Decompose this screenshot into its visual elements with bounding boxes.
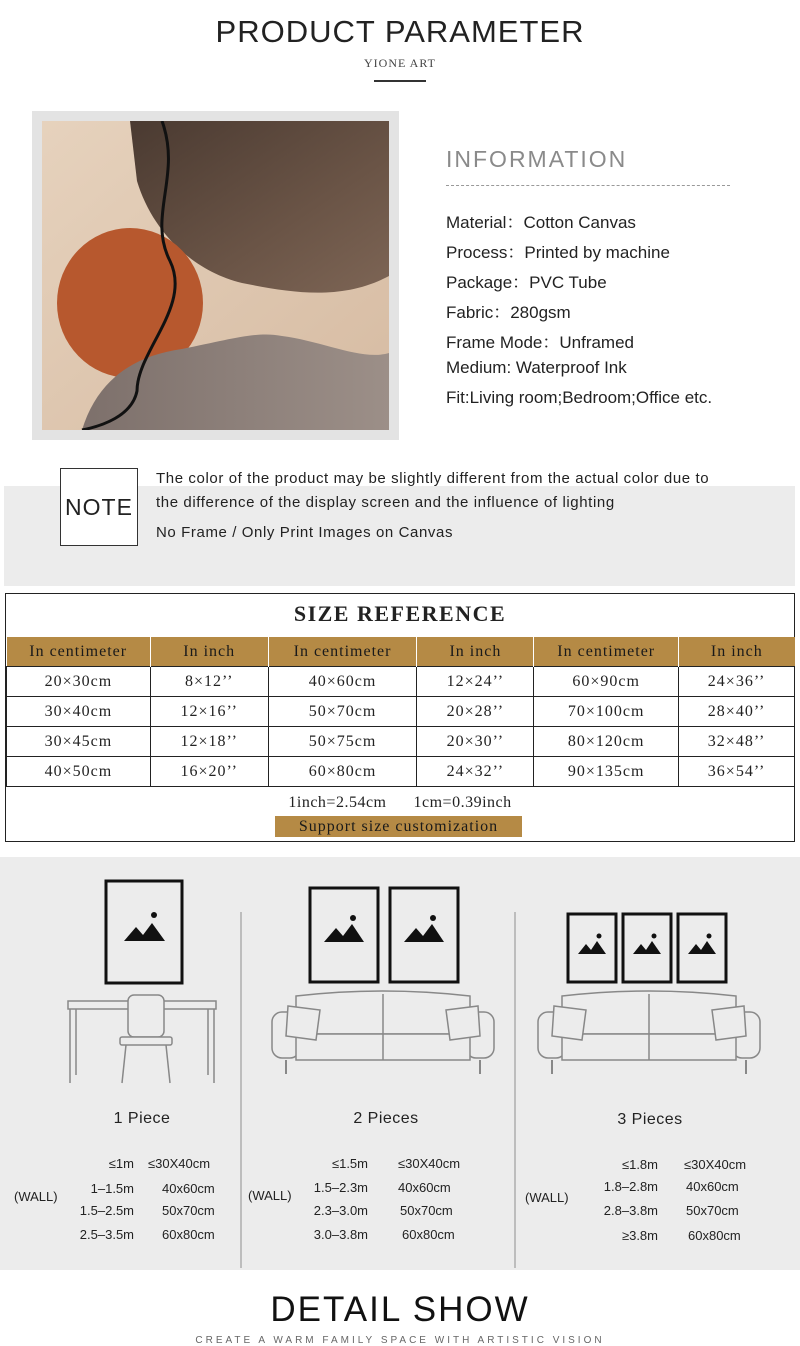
sun-icon bbox=[350, 915, 356, 921]
column-divider bbox=[240, 912, 242, 1268]
table-row bbox=[7, 757, 795, 787]
sun-icon bbox=[652, 934, 657, 939]
piece-label-1: 1 Piece bbox=[113, 1110, 171, 1127]
table-cell: 40×60cm bbox=[268, 667, 417, 697]
mountain-icon bbox=[324, 924, 364, 942]
table-row bbox=[7, 667, 795, 697]
table-cell: 32×48’’ bbox=[679, 727, 795, 757]
table-cell: 30×40cm bbox=[7, 697, 151, 727]
table-row bbox=[7, 697, 795, 727]
table-cell: 24×36’’ bbox=[679, 667, 795, 697]
wall-width: 1–1.5m bbox=[90, 1181, 134, 1196]
detail-show-subtitle: CREATE A WARM FAMILY SPACE WITH ARTISTIC VISION bbox=[195, 1335, 605, 1346]
wall-width: 1.5–2.5m bbox=[79, 1203, 134, 1218]
column-header: In inch bbox=[150, 637, 268, 667]
wall-width: ≤1m bbox=[108, 1156, 134, 1171]
info-process: Process：Printed by machine bbox=[446, 243, 670, 262]
column-header: In inch bbox=[417, 637, 534, 667]
note-line-2: the difference of the display screen and the influence of lighting bbox=[156, 494, 615, 511]
detail-show-heading: DETAIL SHOW bbox=[270, 1290, 530, 1329]
wall-width: 1.8–2.8m bbox=[603, 1179, 658, 1194]
size-table bbox=[6, 637, 795, 787]
table-cell: 8×12’’ bbox=[150, 667, 268, 697]
table-cell: 20×28’’ bbox=[417, 697, 534, 727]
sun-icon bbox=[430, 915, 436, 921]
wall-width: ≤1.5m bbox=[331, 1156, 368, 1171]
page-title: PRODUCT PARAMETER bbox=[215, 14, 585, 49]
mountain-icon bbox=[124, 923, 165, 941]
wall-width: ≥3.8m bbox=[621, 1228, 658, 1243]
wall-width: 3.0–3.8m bbox=[313, 1227, 368, 1242]
mountain-icon bbox=[404, 924, 444, 942]
table-cell: 90×135cm bbox=[534, 757, 679, 787]
print-size: ≤30X40cm bbox=[148, 1156, 211, 1171]
print-size: 40x60cm bbox=[686, 1179, 739, 1194]
wall-width: 2.8–3.8m bbox=[603, 1203, 658, 1218]
table-cell: 16×20’’ bbox=[150, 757, 268, 787]
print-size: 50x70cm bbox=[162, 1203, 215, 1218]
table-cell: 28×40’’ bbox=[679, 697, 795, 727]
table-cell: 50×70cm bbox=[268, 697, 417, 727]
column-divider bbox=[514, 912, 516, 1268]
wall-width: 2.3–3.0m bbox=[313, 1203, 368, 1218]
table-cell: 36×54’’ bbox=[679, 757, 795, 787]
mountain-icon bbox=[688, 941, 716, 954]
table-cell: 12×18’’ bbox=[150, 727, 268, 757]
mountain-icon bbox=[633, 941, 661, 954]
print-size: 60x80cm bbox=[162, 1227, 215, 1242]
table-cell: 70×100cm bbox=[534, 697, 679, 727]
column-header: In inch bbox=[679, 637, 795, 667]
sun-icon bbox=[707, 934, 712, 939]
info-fabric: Fabric：280gsm bbox=[446, 303, 571, 322]
size-reference-title: SIZE REFERENCE bbox=[293, 601, 507, 626]
note-line-3: No Frame / Only Print Images on Canvas bbox=[156, 524, 454, 541]
sofa-three-illustration bbox=[532, 908, 766, 1083]
table-cell: 80×120cm bbox=[534, 727, 679, 757]
table-cell: 12×24’’ bbox=[417, 667, 534, 697]
print-size: 50x70cm bbox=[400, 1203, 453, 1218]
column-header: In centimeter bbox=[268, 637, 417, 667]
sun-icon bbox=[597, 934, 602, 939]
title-divider bbox=[374, 80, 426, 82]
column-header: In centimeter bbox=[7, 637, 151, 667]
column-header: In centimeter bbox=[534, 637, 679, 667]
info-fit: Fit:Living room;Bedroom;Office etc. bbox=[446, 388, 713, 407]
customization-badge: Support size customization bbox=[275, 816, 522, 837]
information-heading: INFORMATION bbox=[446, 146, 628, 172]
table-cell: 20×30’’ bbox=[417, 727, 534, 757]
mountain-icon bbox=[578, 941, 606, 954]
brand-subtitle: YIONE ART bbox=[364, 56, 436, 70]
sun-icon bbox=[151, 912, 157, 918]
artwork-image bbox=[42, 121, 389, 430]
table-cell: 50×75cm bbox=[268, 727, 417, 757]
size-table-header bbox=[7, 637, 795, 667]
table-cell: 60×90cm bbox=[534, 667, 679, 697]
note-label: NOTE bbox=[60, 468, 138, 546]
table-cell: 24×32’’ bbox=[417, 757, 534, 787]
wall-label: (WALL) bbox=[248, 1188, 292, 1203]
note-line-1: The color of the product may be slightly different from the actual color due to bbox=[156, 470, 710, 487]
table-row bbox=[7, 727, 795, 757]
print-size: 50x70cm bbox=[686, 1203, 739, 1218]
print-size: ≤30X40cm bbox=[684, 1157, 747, 1172]
wall-label: (WALL) bbox=[14, 1189, 58, 1204]
piece-label-3: 3 Pieces bbox=[617, 1111, 683, 1128]
wall-width: 1.5–2.3m bbox=[313, 1180, 368, 1195]
wall-label: (WALL) bbox=[525, 1190, 569, 1205]
print-size: ≤30X40cm bbox=[398, 1156, 461, 1171]
print-size: 60x80cm bbox=[402, 1227, 455, 1242]
sofa-two-illustration bbox=[266, 882, 500, 1082]
info-material: Material：Cotton Canvas bbox=[446, 213, 636, 232]
print-size: 60x80cm bbox=[688, 1228, 741, 1243]
table-cell: 30×45cm bbox=[7, 727, 151, 757]
wall-width: 2.5–3.5m bbox=[79, 1227, 134, 1242]
table-cell: 60×80cm bbox=[268, 757, 417, 787]
info-package: Package：PVC Tube bbox=[446, 273, 607, 292]
piece-label-2: 2 Pieces bbox=[353, 1110, 419, 1127]
print-size: 40x60cm bbox=[162, 1181, 215, 1196]
print-size: 40x60cm bbox=[398, 1180, 451, 1195]
table-cell: 12×16’’ bbox=[150, 697, 268, 727]
unit-conversion: 1inch=2.54cm 1cm=0.39inch bbox=[288, 794, 512, 811]
table-cell: 40×50cm bbox=[7, 757, 151, 787]
info-frame-mode: Frame Mode：Unframed bbox=[446, 333, 635, 352]
information-divider bbox=[446, 185, 730, 186]
desk-illustration bbox=[60, 875, 230, 1090]
table-cell: 20×30cm bbox=[7, 667, 151, 697]
wall-width: ≤1.8m bbox=[621, 1157, 658, 1172]
info-medium: Medium: Waterproof Ink bbox=[446, 358, 627, 377]
